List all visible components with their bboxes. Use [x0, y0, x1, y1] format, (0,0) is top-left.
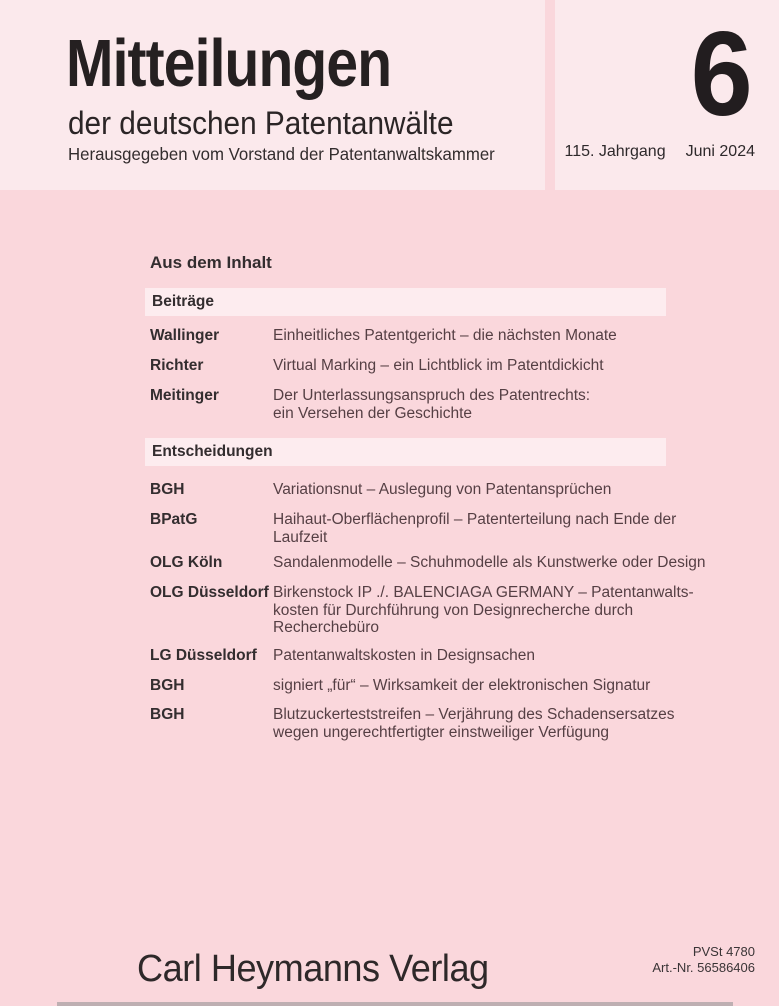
toc-row [150, 584, 718, 637]
issue-volume: 115. Jahrgang [564, 143, 666, 160]
toc-source: Meitinger [150, 387, 219, 404]
toc-row [150, 647, 718, 665]
toc-title: Haihaut-Oberflächenprofil – Patenterteilung nach Ende der Laufzeit [273, 511, 677, 546]
toc-source: BPatG [150, 511, 198, 528]
toc-source: OLG Köln [150, 554, 223, 571]
issue-meta [564, 143, 755, 161]
toc-title: Variationsnut – Auslegung von Patentansprüchen [273, 481, 612, 498]
toc-row [150, 357, 718, 375]
section-label: Entscheidungen [152, 443, 273, 460]
journal-publisher-line: Herausgegeben vom Vorstand der Patentanwaltskammer [68, 144, 495, 164]
toc-row [150, 481, 718, 499]
section-label: Beiträge [152, 293, 215, 310]
toc-title: signiert „für“ – Wirksamkeit der elektronischen Signatur [273, 677, 651, 694]
toc-title: Der Unterlassungsanspruch des Patentrechts: ein Versehen der Geschichte [273, 387, 591, 422]
article-number: Art.-Nr. 56586406 [652, 960, 755, 975]
toc-title: Birkenstock IP ./. BALENCIAGA GERMANY – Patentanwalts- kosten für Durchführung von Designrecherche durch Recherchebüro [273, 584, 694, 636]
toc-title: Blutzuckerteststreifen – Verjährung des Schadensersatzes wegen ungerechtfertigter einstweiliger Verfügung [273, 706, 675, 741]
publisher-imprint: Carl Heymanns Verlag [137, 948, 489, 990]
issue-number: 6 [690, 7, 753, 141]
toc-source: Wallinger [150, 327, 220, 344]
toc-title: Einheitliches Patentgericht – die nächsten Monate [273, 327, 617, 344]
section-bar-beitraege [145, 288, 666, 316]
toc-source: LG Düsseldorf [150, 647, 257, 664]
toc-title: Sandalenmodelle – Schuhmodelle als Kunstwerke oder Design [273, 554, 706, 571]
section-bar-entscheidungen [145, 438, 666, 466]
header-panel-left [0, 0, 545, 190]
toc-source: BGH [150, 481, 185, 498]
toc-row [150, 327, 718, 345]
issue-date: Juni 2024 [685, 143, 755, 160]
footer-meta [652, 944, 755, 976]
journal-title: Mitteilungen [66, 26, 392, 101]
toc-row [150, 677, 718, 695]
toc-source: BGH [150, 677, 185, 694]
toc-source: BGH [150, 706, 185, 723]
toc-row [150, 387, 718, 422]
page-edge-shadow [57, 1002, 733, 1006]
toc-title: Virtual Marking – ein Lichtblick im Patentdickicht [273, 357, 604, 374]
toc-title: Patentanwaltskosten in Designsachen [273, 647, 535, 664]
postal-id: PVSt 4780 [692, 944, 755, 959]
toc-source: OLG Düsseldorf [150, 584, 269, 601]
toc-row [150, 706, 718, 741]
toc-source: Richter [150, 357, 204, 374]
journal-subtitle: der deutschen Patentanwälte [68, 105, 454, 141]
header-panel-right [555, 0, 779, 190]
toc-row [150, 511, 718, 546]
contents-heading: Aus dem Inhalt [150, 253, 272, 272]
toc-row [150, 554, 718, 572]
